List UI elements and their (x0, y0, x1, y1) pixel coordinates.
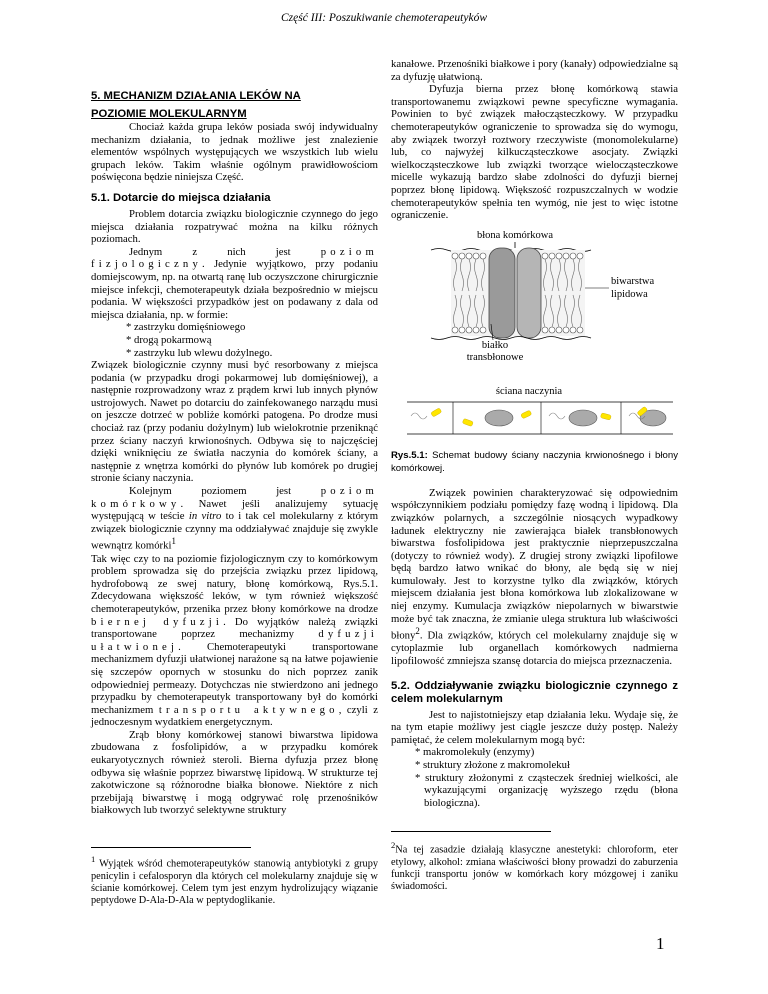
list-item: * zastrzyku domięśniowego (126, 321, 246, 334)
list-item: * zastrzyku lub wlewu dożylnego. (126, 346, 273, 359)
bilayer-label: lipidowa (611, 288, 648, 300)
footnote-divider (91, 847, 251, 848)
paragraph: Problem dotarcia związku biologicznie czynnego do jego miejsca działania rozpatrywać można na kilku różnych poziomach. (91, 207, 378, 246)
intro-paragraph: Chociaż każda grupa leków posiada swój indywidualny mechanizm działania, to jednak możliwe jest znalezienie elementów wspólnych występujących we wszystkich lub wielu grupach leków. Takim właśnie ogólnym prawidłowościom poświęcona będzie niniejsza Część. (91, 121, 378, 184)
list-item: * drogą pokarmową (126, 333, 212, 346)
footnote-ref-2: 2 (415, 626, 420, 637)
list-item: * makromolekuły (enzymy) (415, 746, 535, 759)
paragraph: Jest to najistotniejszy etap działania leku. Wydaje się, że na tym etapie możliwy jest ciągle jeszcze duży postęp. Należy pamiętać, że celem molekularnym mogą być: (391, 708, 678, 746)
protein-label: transbłonowe (466, 351, 524, 363)
protein-label: białko (481, 339, 509, 351)
endothelial-cells (411, 402, 666, 434)
transmembrane-protein (489, 248, 515, 338)
transmembrane-protein (517, 248, 541, 338)
list-item: * struktury złożone z makromolekuł (415, 758, 570, 771)
paragraph: Tak więc czy to na poziomie fizjologicznym czy to komórkowym problem sprowadza się do przejścia związku przez lipidową, hydrofobową ze swej natury, błonę komórkową, Rys.5.1. Zdecydowana większość leków, w tym również większość chemoterapeutyków, przenika przez błony komórkowe na drodze biernej dyfuzji. Do wyjątków należą związki transportowane poprzez mechanizmy dyfuzji ułatwionej. Chemoterapeutyki transportowane mechanizmem dyfuzji ułatwionej narażone są na łatwe pojawienie się szczepów opornych w stosunku do nich poprzez zanik odpowiedniej permeazy. Dotychczas nie stwierdzono ani jednego przypadku by chemoterapeutyk transportowany był do komórki mechanizmem transportu aktywnego, czyli z jednoczesnym wydatkiem energetycznym. (91, 552, 379, 729)
left-column (91, 84, 378, 907)
membrane-label: błona komórkowa (476, 229, 554, 241)
membrane-bottom-edge (431, 336, 591, 339)
drug-molecules (431, 406, 648, 426)
paragraph: Kolejnym poziomem jest poziom komórkowy. Nawet jeśli analizujemy sytuację występującą w teście in vitro to i tak cel molekularny z którym związek biologicznie czynny ma oddziaływać znajduje się zwykle wewnątrz komórki$^1$ (91, 485, 379, 552)
footnote-1: $^1$ Wyjątek wśród chemoterapeutyków stanowią antybiotyki z grupy penicylin i cefalosporyn dla których cel molekularny znajduje się w ścianie komórkowej. Celem tym jest enzym hydrolizujący wiązanie peptydowe D-Ala-D-Ala w peptydoglikanie. (91, 854, 378, 907)
paragraph: Związek biologicznie czynny musi być resorbowany z miejsca podania (w przypadku drogi pokarmowej lub domięśniowej), a następnie rozprowadzony wraz z prądem krwi lub innych płynów ustrojowych. Nawet po dotarciu do zainfekowanego narządu musi on jeszcze dotrzeć w pobliże komórki patogena. Po drodze musi chociaż raz (przy podaniu dożylnym) lub wielokrotnie przeniknąć przez ściany naczyń krwionośnych. Odbywa się to najczęściej dzięki wniknięciu ze światła naczynia do komórek ściany, a następnie z wnętrza komórki do płynów lub komórek po drugiej stronie ściany naczynia. (91, 359, 378, 485)
paragraph: Jednym z nich jest poziom fizjologiczny. Jedynie wyjątkowo, przy podaniu domiejscowym, np. na otwartą ranę lub oczyszczone chirurgicznie miejsce infekcji, chemoterapeutyk działa bezpośrednio w miejscu podania. W większości przypadków jest on podawany z dala od miejsca działania, np. w formie: (91, 245, 378, 321)
section-5-1-heading: 5.1. Dotarcie do miejsca działania (91, 191, 271, 204)
chapter-title-line-2: POZIOMIE MOLEKULARNYM (91, 108, 247, 120)
page-number: 1 (656, 934, 665, 953)
paragraph: kanałowe. Przenośniki białkowe i pory (kanały) odpowiedzialne są za dyfuzję ułatwioną. (391, 58, 678, 83)
footnote-ref-1: 1 (171, 536, 176, 547)
molecular-target-list (391, 746, 678, 809)
page-header: Część III: Poszukiwanie chemoterapeutyków (281, 12, 487, 24)
administration-list (91, 321, 378, 359)
paragraph: Dyfuzja bierna przez błonę komórkową stawia transportowanemu związkowi pewne specyficzne wymagania. Powinien to być związek małocząsteczkowy. W przypadku chemoterapeutyków ograniczenie to sprowadza się do wymogu, aby związek tworzył roztwory rzeczywiste (monomolekularne) lub, co najwyżej kilkucząsteczkowe asocjaty. Związki wielkocząsteczkowe lub związki tworzące wielocząsteczkowe micelle wykazują bardzo słabe zdolności do dyfuzji biernej poprzez błonę lipidową. Większość rozpuszczalnych w wodzie chemoterapeutyków spełnia ten wymóg, nie jest to więc istotne ograniczenie. (391, 83, 678, 222)
section-5-2-heading: 5.2. Oddziaływanie związku biologicznie czynnego z celem molekularnym (391, 679, 678, 705)
footnote-2: $^2$Na tej zasadzie działają klasyczne anestetyki: chloroform, eter etylowy, alkohol: zmiana właściwości błony prowadzi do zaburzenia funkcji transportu jonów w komórkach kory mózgowej i zaniku świadomości. (391, 840, 678, 893)
figure-caption: Rys.5.1: Schemat budowy ściany naczynia krwionośnego i błony komórkowej. (391, 449, 678, 474)
paragraph: Zrąb błony komórkowej stanowi biwarstwa lipidowa zbudowana z fosfolipidów, a w przypadku komórek eukaryotycznych również steroli. Bierna dyfuzja przez błonę odbywa się właśnie poprzez biwarstwę lipidową. W strukturze tej zakotwiczone są różnorodne białka błonowe. Niektóre z nich przebijają biwarstwę i mogą odgrywać rolę przenośników białkowych lub tworzyć selektywne struktury (91, 728, 378, 817)
footnote-divider (391, 831, 551, 832)
paragraph: Związek powinien charakteryzować się odpowiednim współczynnikiem podziału pomiędzy fazę wodną i lipidową. Dla związków polarnych, a szczególnie niosących wypadkowy ładunek elektryczny nie zawierająca białek transbłonowych biwarstwa fosfolipidowa jest praktycznie nieprzepuszczalna (dotyczy to również wody). Z drugiej strony związki lipofilowe będą bardzo łatwo wnikać do błony, ale będą się w niej kumulowały. Jest to korzystne tylko dla związków, których miejscem działania jest błona komórkowa lub zlokalizowane w niej enzymy. Kumulacja związków niepolarnych w biwarstwie może być tak znaczna, że zmianie ulega struktura lub właściwości błony$^2$. Dla związków, których cel molekularny znajduje się w cytoplazmie lub organellach komórkowych nadmierna lipofilowość zmniejsza szansę dotarcia do miejsca przeznaczenia. (391, 486, 678, 667)
chapter-title-line-1: 5. MECHANIZM DZIAŁANIA LEKÓW NA (91, 90, 301, 102)
right-column (391, 58, 678, 894)
membrane-diagram (391, 226, 678, 441)
bilayer-label: biwarstwa (611, 275, 655, 287)
list-item: * struktury złożonymi z cząsteczek średniej wielkości, ale wykazującymi organizację wyższego rzędu (błona biologiczna). (415, 771, 678, 809)
vessel-wall-label: ściana naczynia (495, 385, 563, 397)
figure-5-1 (391, 226, 678, 441)
